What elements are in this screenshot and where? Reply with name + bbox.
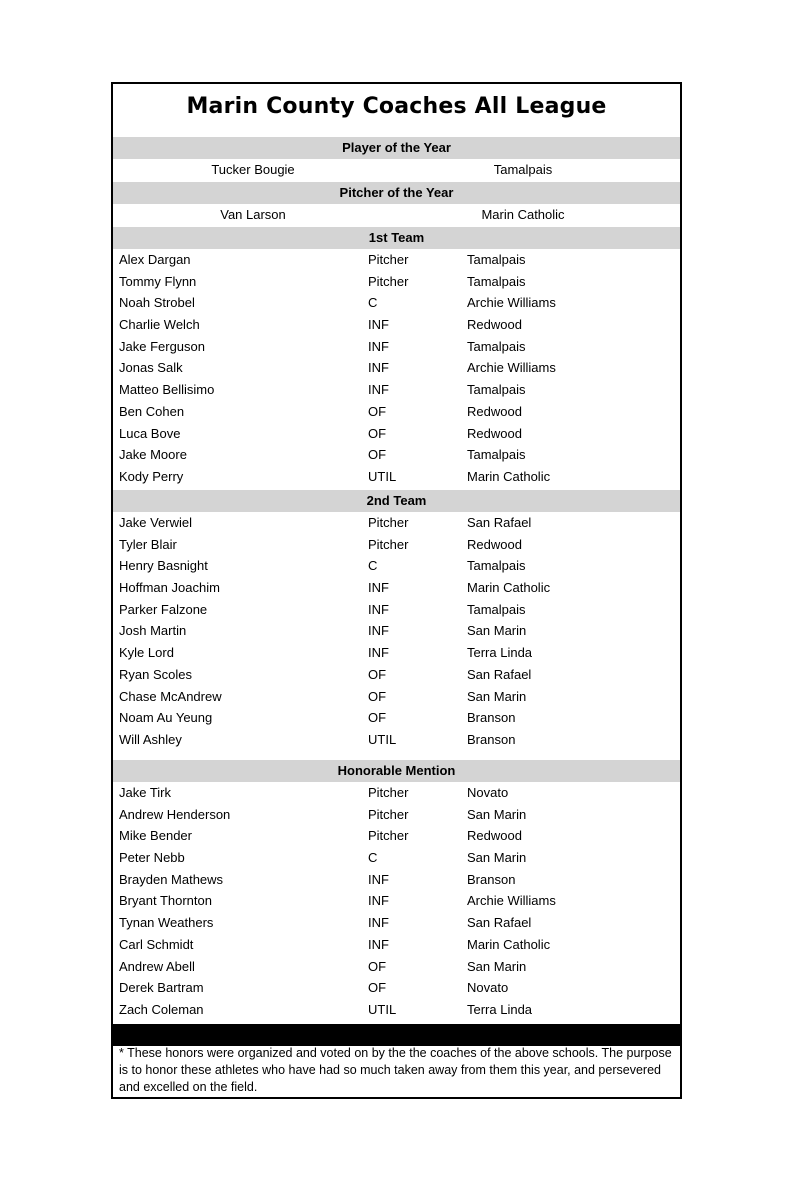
player-position: OF — [368, 425, 387, 441]
player-position: UTIL — [368, 468, 397, 484]
player-row — [113, 271, 680, 293]
player-name: Jake Verwiel — [119, 515, 192, 530]
first-team-header: 1st Team — [113, 227, 680, 249]
player-row — [113, 249, 680, 271]
player-of-year-name: Tucker Bougie — [211, 162, 295, 177]
player-school: Branson — [467, 710, 516, 726]
player-row — [113, 620, 680, 642]
player-name: Henry Basnight — [119, 558, 208, 574]
second-team-header: 2nd Team — [113, 490, 680, 512]
player-position: C — [368, 295, 378, 311]
player-school: Marin Catholic — [467, 468, 551, 484]
player-name: Tynan Weathers — [119, 915, 214, 931]
player-position: INF — [368, 936, 389, 952]
player-of-year-school: Tamalpais — [493, 162, 553, 177]
player-position: INF — [368, 580, 389, 596]
player-row — [113, 534, 680, 556]
honorable-mention-header: Honorable Mention — [113, 760, 680, 782]
pitcher-of-year-header: Pitcher of the Year — [113, 182, 680, 204]
player-name: Jonas Salk — [119, 360, 183, 376]
player-row — [113, 912, 680, 934]
player-position: INF — [368, 360, 389, 376]
player-name: Jake Moore — [119, 447, 187, 463]
player-position: OF — [368, 958, 387, 974]
player-row — [113, 642, 680, 664]
player-name: Bryant Thornton — [119, 893, 212, 909]
player-name: Kody Perry — [119, 468, 184, 484]
player-of-year-header: Player of the Year — [113, 137, 680, 159]
player-name: Luca Bove — [119, 425, 181, 441]
player-row — [113, 314, 680, 336]
player-position: INF — [368, 915, 389, 931]
second-team-list — [113, 512, 680, 751]
player-school: Tamalpais — [467, 558, 526, 574]
player-school: Redwood — [467, 536, 522, 552]
player-name: Matteo Bellisimo — [119, 382, 215, 398]
player-position: INF — [368, 601, 389, 617]
player-name: Jake Ferguson — [119, 338, 205, 354]
player-row — [113, 379, 680, 401]
player-school: Branson — [467, 871, 516, 887]
player-name: Jake Tirk — [119, 785, 172, 800]
player-position: Pitcher — [368, 536, 409, 552]
player-position: OF — [368, 710, 387, 726]
player-row — [113, 977, 680, 999]
player-row — [113, 869, 680, 891]
player-school: San Marin — [467, 688, 527, 704]
player-position: UTIL — [368, 731, 397, 747]
player-name: Noam Au Yeung — [119, 710, 213, 726]
player-row — [113, 804, 680, 826]
player-name: Carl Schmidt — [119, 936, 194, 952]
player-school: San Rafael — [467, 515, 532, 530]
player-position: INF — [368, 871, 389, 887]
pitcher-of-year-school: Marin Catholic — [481, 207, 565, 222]
player-position: Pitcher — [368, 515, 409, 530]
pitcher-of-year-name: Van Larson — [220, 207, 286, 222]
separator-bar — [113, 1024, 680, 1046]
player-row — [113, 782, 680, 804]
player-name: Josh Martin — [119, 623, 187, 639]
player-row — [113, 890, 680, 912]
player-position: C — [368, 850, 378, 866]
player-position: Pitcher — [368, 828, 409, 844]
player-row — [113, 555, 680, 577]
player-school: Terra Linda — [467, 645, 533, 661]
player-name: Parker Falzone — [119, 601, 208, 617]
player-school: Novato — [467, 980, 509, 996]
player-school: Branson — [467, 731, 516, 747]
player-position: UTIL — [368, 1001, 397, 1017]
player-school: Redwood — [467, 403, 522, 419]
player-position: Pitcher — [368, 785, 409, 800]
player-position: INF — [368, 645, 389, 661]
player-name: Ben Cohen — [119, 403, 185, 419]
document-title: Marin County Coaches All League — [186, 94, 607, 119]
player-name: Tyler Blair — [119, 536, 177, 552]
player-school: Terra Linda — [467, 1001, 533, 1017]
honorable-mention-list — [113, 782, 680, 1021]
player-school: Tamalpais — [467, 273, 526, 289]
player-row — [113, 512, 680, 534]
player-school: Tamalpais — [467, 447, 526, 463]
player-school: Redwood — [467, 317, 522, 333]
player-name: Alex Dargan — [119, 252, 191, 267]
player-school: San Marin — [467, 850, 527, 866]
player-position: Pitcher — [368, 252, 409, 267]
player-name: Andrew Abell — [119, 958, 195, 974]
player-position: OF — [368, 688, 387, 704]
player-school: San Rafael — [467, 915, 532, 931]
player-school: San Marin — [467, 958, 527, 974]
player-name: Mike Bender — [119, 828, 192, 844]
player-name: Ryan Scoles — [119, 666, 192, 682]
player-row — [113, 423, 680, 445]
player-school: Tamalpais — [467, 601, 526, 617]
player-name: Hoffman Joachim — [119, 580, 220, 596]
player-row — [113, 336, 680, 358]
player-school: Novato — [467, 785, 509, 800]
player-school: Archie Williams — [467, 295, 556, 311]
player-row — [113, 292, 680, 314]
player-school: Archie Williams — [467, 360, 556, 376]
first-team-list — [113, 249, 680, 488]
player-row — [113, 599, 680, 621]
player-school: Tamalpais — [467, 338, 526, 354]
player-position: INF — [368, 317, 389, 333]
player-position: INF — [368, 623, 389, 639]
player-row — [113, 999, 680, 1021]
player-name: Noah Strobel — [119, 295, 195, 311]
player-name: Andrew Henderson — [119, 806, 231, 822]
player-row — [113, 466, 680, 488]
player-row — [113, 577, 680, 599]
player-school: Tamalpais — [467, 252, 526, 267]
player-row — [113, 825, 680, 847]
player-name: Chase McAndrew — [119, 688, 222, 704]
player-name: Derek Bartram — [119, 980, 204, 996]
player-name: Will Ashley — [119, 731, 182, 747]
player-position: Pitcher — [368, 806, 409, 822]
player-row — [113, 444, 680, 466]
player-name: Peter Nebb — [119, 850, 185, 866]
player-row — [113, 401, 680, 423]
player-school: Redwood — [467, 828, 522, 844]
player-row — [113, 707, 680, 729]
player-row — [113, 686, 680, 708]
player-school: Archie Williams — [467, 893, 556, 909]
player-school: Marin Catholic — [467, 580, 551, 596]
player-row — [113, 956, 680, 978]
player-name: Tommy Flynn — [119, 273, 197, 289]
player-name: Charlie Welch — [119, 317, 200, 333]
player-row — [113, 934, 680, 956]
player-position: OF — [368, 403, 387, 419]
footnote: * These honors were organized and voted on by the the coaches of the above schools. The purpose is to honor these athletes who have had so much taken away from them this year, and persevered and excelled on the field. — [119, 1046, 672, 1094]
player-school: Redwood — [467, 425, 522, 441]
player-position: INF — [368, 338, 389, 354]
player-position: OF — [368, 980, 387, 996]
player-position: OF — [368, 447, 387, 463]
player-row — [113, 664, 680, 686]
pitcher-of-year-row — [113, 204, 680, 226]
player-name: Kyle Lord — [119, 645, 174, 661]
player-name: Brayden Mathews — [119, 871, 224, 887]
player-position: OF — [368, 666, 387, 682]
player-position: INF — [368, 893, 389, 909]
player-school: Marin Catholic — [467, 936, 551, 952]
all-league-document — [111, 82, 682, 1099]
player-school: San Marin — [467, 806, 527, 822]
player-position: C — [368, 558, 378, 574]
player-row — [113, 847, 680, 869]
player-position: INF — [368, 382, 389, 398]
player-of-year-row — [113, 159, 680, 181]
player-position: Pitcher — [368, 273, 409, 289]
player-row — [113, 729, 680, 751]
player-school: San Marin — [467, 623, 527, 639]
player-name: Zach Coleman — [119, 1001, 204, 1017]
player-row — [113, 357, 680, 379]
player-school: San Rafael — [467, 666, 532, 682]
player-school: Tamalpais — [467, 382, 526, 398]
